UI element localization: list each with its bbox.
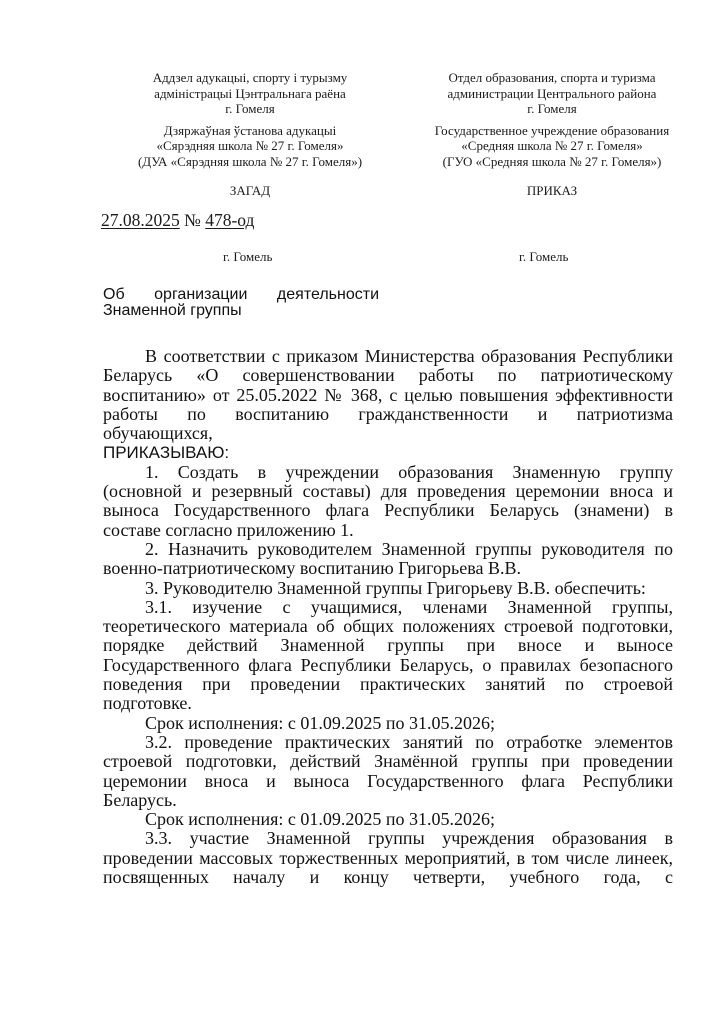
doc-type-zagad: ЗАГАД (229, 183, 271, 198)
header-left-belarusian (100, 70, 400, 199)
item-1 (103, 463, 673, 540)
item-3-1 (103, 598, 673, 714)
deadline-3-2: Срок исполнения: с 01.09.2025 по 31.05.2026; (145, 809, 496, 830)
subject-line: Знаменной группы (103, 301, 242, 319)
department-line: адміністрацыі Цэнтральнага раёна (154, 85, 346, 101)
order-subject (103, 287, 379, 318)
item-line: 1. Создать в учреждении образования Знаменную группу (145, 461, 673, 482)
preamble-line: воспитанию» от 25.05.2022 № 368, с целью повышения эффективности (103, 384, 673, 405)
item-3-2 (103, 733, 673, 810)
doc-type-prikaz: ПРИКАЗ (526, 183, 578, 198)
item-line: 3.1. изучение с учащимися, членами Знаменной группы, (145, 596, 673, 617)
item-line: порядке действий Знаменной группы при вносе и выносе (103, 635, 673, 656)
item-line: церемонии вноса и выноса Государственного флага Республики (103, 770, 673, 791)
department-line: Отдел образования, спорта и туризма (448, 70, 656, 85)
item-line: проведении массовых торжественных мероприятий, в том числе линеек, (103, 847, 673, 868)
order-number: 478-од (205, 210, 255, 230)
item-3-3 (103, 829, 673, 887)
item-line: 3.2. проведение практических занятий по отработке элементов (145, 731, 673, 752)
preamble (103, 347, 673, 443)
order-date-number (101, 210, 254, 231)
item-line: 2. Назначить руководителем Знаменной группы руководителя по (145, 538, 673, 559)
deadline-3-1: Срок исполнения: с 01.09.2025 по 31.05.2026; (145, 712, 496, 733)
number-sign: № (184, 210, 201, 230)
institution-line: «Сярэдняя школа № 27 г. Гомеля» (156, 138, 344, 153)
item-line: Государственного флага Республики Беларусь, о правилах безопасного (103, 654, 673, 675)
institution-line: «Средняя школа № 27 г. Гомеля» (461, 138, 643, 153)
item-2 (103, 540, 673, 579)
subject-line: Об организации деятельности (103, 286, 379, 303)
city-right: г. Гомель (519, 249, 569, 264)
item-line: подготовке. (103, 693, 192, 714)
department-line: Аддзел адукацыі, спорту і турызму (152, 70, 348, 85)
preamble-line: обучающихся, (103, 423, 213, 444)
city-left: г. Гомель (223, 249, 273, 264)
order-date: 27.08.2025 (101, 210, 180, 230)
item-3: 3. Руководителю Знаменной группы Григорьеву В.В. обеспечить: (145, 577, 646, 598)
item-line: Беларусь. (103, 789, 177, 810)
item-line: 3.3. участие Знаменной группы учреждения образования в (145, 828, 673, 849)
preamble-line: В соответствии с приказом Министерства образования Республики (145, 346, 673, 366)
preamble-line: работы по воспитанию гражданственности и патриотизма (103, 403, 673, 424)
item-line: (основной и резервный составы) для проведения церемонии вноса и (103, 481, 673, 502)
item-line: строевой подготовки, действий Знамённой группы при проведении (103, 751, 673, 772)
department-line: администрации Центрального района (447, 85, 657, 101)
institution-line: Дзяржаўная ўстанова адукацыі (163, 122, 337, 138)
department-line: г. Гомеля (225, 101, 275, 116)
institution-line: (ДУА «Сярэдняя школа № 27 г. Гомеля») (137, 153, 363, 169)
order-keyword: ПРИКАЗЫВАЮ: (103, 443, 230, 463)
header-right-russian (402, 70, 702, 199)
item-line: выноса Государственного флага Республики Беларусь (знамени) в (103, 500, 673, 521)
order-body (103, 347, 673, 887)
item-line: посвященных началу и концу четверти, учебного года, с (103, 867, 673, 888)
item-line: теоретического материала об общих положениях строевой подготовки, (103, 616, 673, 637)
item-line: составе согласно приложению 1. (103, 519, 354, 540)
item-line: военно-патриотическому воспитанию Григорьева В.В. (103, 558, 522, 579)
preamble-line: Беларусь «О совершенствовании работы по патриотическому (103, 365, 673, 386)
item-line: поведения при проведении практических занятий по строевой (103, 674, 673, 695)
institution-line: (ГУО «Средняя школа № 27 г. Гомеля») (442, 153, 662, 169)
department-line: г. Гомеля (527, 101, 577, 116)
institution-line: Государственное учреждение образования (434, 122, 670, 138)
